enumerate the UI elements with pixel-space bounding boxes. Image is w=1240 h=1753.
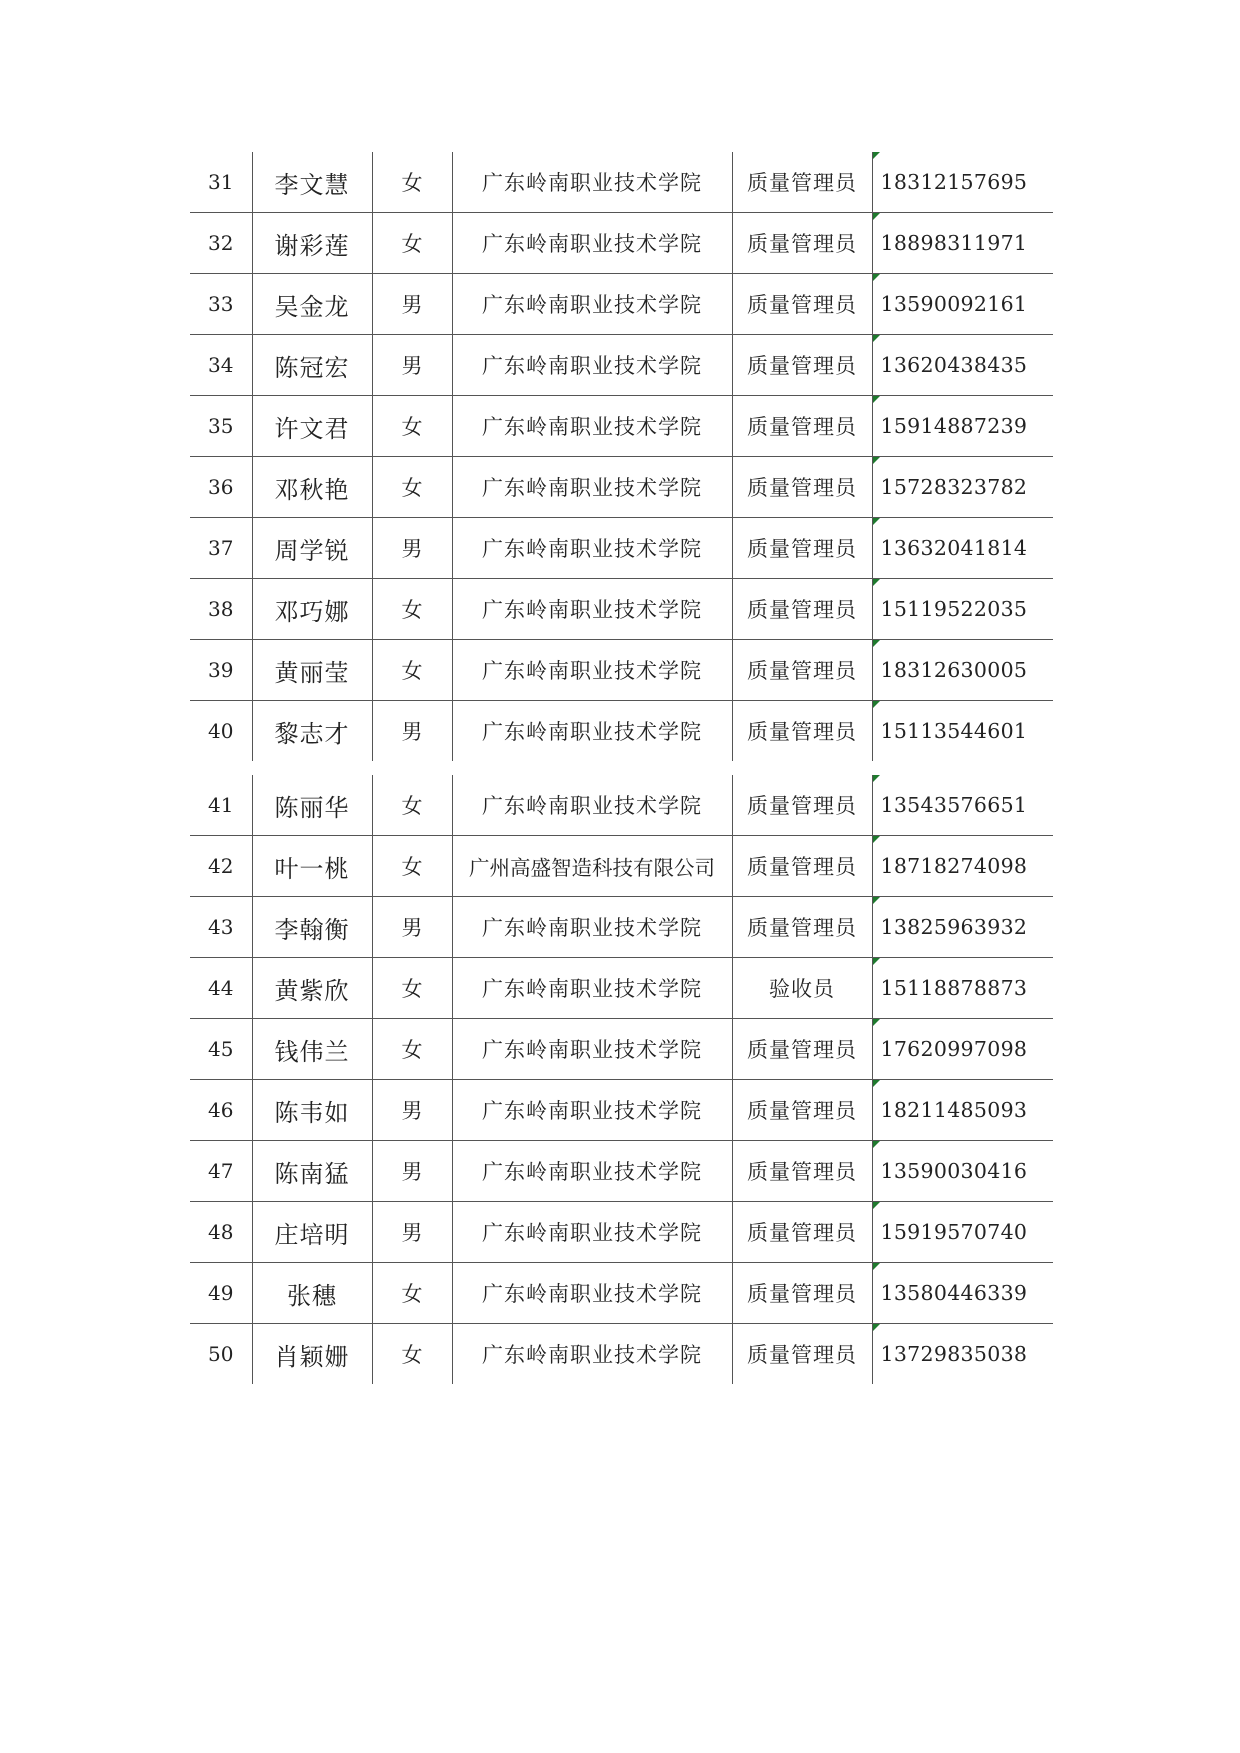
- table-row: [190, 1202, 1053, 1263]
- empty-cell: [1027, 897, 1053, 958]
- phone-text: 15919570740: [880, 1220, 1028, 1244]
- person-role: 质量管理员: [732, 152, 872, 213]
- person-name: 邓巧娜: [252, 579, 372, 640]
- person-organization: 广东岭南职业技术学院: [452, 1202, 732, 1263]
- person-organization: 广州高盛智造科技有限公司: [452, 836, 732, 897]
- person-name: 谢彩莲: [252, 213, 372, 274]
- row-number: 33: [190, 274, 252, 335]
- person-organization: 广东岭南职业技术学院: [452, 396, 732, 457]
- person-phone: [872, 152, 1027, 213]
- row-number: 44: [190, 958, 252, 1019]
- person-organization: 广东岭南职业技术学院: [452, 152, 732, 213]
- person-role: 质量管理员: [732, 836, 872, 897]
- person-name: 黎志才: [252, 701, 372, 762]
- person-role: 质量管理员: [732, 897, 872, 958]
- person-name: 邓秋艳: [252, 457, 372, 518]
- table-row: [190, 335, 1053, 396]
- empty-cell: [1027, 396, 1053, 457]
- person-phone: [872, 701, 1027, 762]
- row-number: 48: [190, 1202, 252, 1263]
- person-role: 质量管理员: [732, 1202, 872, 1263]
- empty-cell: [1027, 640, 1053, 701]
- person-phone: [872, 640, 1027, 701]
- table-row: [190, 518, 1053, 579]
- row-number: 49: [190, 1263, 252, 1324]
- phone-text: 15113544601: [880, 719, 1028, 743]
- text-number-flag-icon: [873, 152, 880, 159]
- person-phone: [872, 1324, 1027, 1385]
- person-phone: [872, 897, 1027, 958]
- row-number: 34: [190, 335, 252, 396]
- row-number: 50: [190, 1324, 252, 1385]
- text-number-flag-icon: [873, 1141, 880, 1148]
- text-number-flag-icon: [873, 958, 880, 965]
- table-row: [190, 213, 1053, 274]
- phone-text: 13729835038: [880, 1342, 1028, 1366]
- phone-text: 13590030416: [880, 1159, 1028, 1183]
- person-gender: 男: [372, 1141, 452, 1202]
- person-role: 质量管理员: [732, 701, 872, 762]
- person-name: 李文慧: [252, 152, 372, 213]
- empty-cell: [1027, 1324, 1053, 1385]
- empty-cell: [1027, 775, 1053, 836]
- person-gender: 女: [372, 1019, 452, 1080]
- person-gender: 男: [372, 1080, 452, 1141]
- text-number-flag-icon: [873, 1019, 880, 1026]
- person-gender: 男: [372, 701, 452, 762]
- personnel-table-bottom: [190, 775, 1053, 1384]
- person-organization: 广东岭南职业技术学院: [452, 1263, 732, 1324]
- person-name: 庄培明: [252, 1202, 372, 1263]
- empty-cell: [1027, 457, 1053, 518]
- person-gender: 女: [372, 579, 452, 640]
- empty-cell: [1027, 836, 1053, 897]
- person-gender: 女: [372, 1263, 452, 1324]
- text-number-flag-icon: [873, 335, 880, 342]
- person-phone: [872, 958, 1027, 1019]
- empty-cell: [1027, 1263, 1053, 1324]
- person-role: 质量管理员: [732, 640, 872, 701]
- person-name: 陈南猛: [252, 1141, 372, 1202]
- person-phone: [872, 1080, 1027, 1141]
- table-row: [190, 457, 1053, 518]
- person-role: 质量管理员: [732, 457, 872, 518]
- person-role: 质量管理员: [732, 274, 872, 335]
- phone-text: 18312630005: [880, 658, 1028, 682]
- phone-text: 13632041814: [880, 536, 1028, 560]
- text-number-flag-icon: [873, 396, 880, 403]
- person-organization: 广东岭南职业技术学院: [452, 897, 732, 958]
- person-gender: 女: [372, 836, 452, 897]
- person-phone: [872, 457, 1027, 518]
- phone-text: 15728323782: [880, 475, 1028, 499]
- person-phone: [872, 1141, 1027, 1202]
- row-number: 39: [190, 640, 252, 701]
- person-organization: 广东岭南职业技术学院: [452, 1080, 732, 1141]
- person-gender: 女: [372, 958, 452, 1019]
- table-row: [190, 1080, 1053, 1141]
- person-organization: 广东岭南职业技术学院: [452, 958, 732, 1019]
- phone-text: 13620438435: [880, 353, 1028, 377]
- text-number-flag-icon: [873, 775, 880, 782]
- person-name: 陈韦如: [252, 1080, 372, 1141]
- table-row: [190, 579, 1053, 640]
- person-gender: 女: [372, 775, 452, 836]
- text-number-flag-icon: [873, 1263, 880, 1270]
- person-name: 黄紫欣: [252, 958, 372, 1019]
- person-organization: 广东岭南职业技术学院: [452, 213, 732, 274]
- person-organization: 广东岭南职业技术学院: [452, 274, 732, 335]
- table-row: [190, 775, 1053, 836]
- text-number-flag-icon: [873, 1324, 880, 1331]
- empty-cell: [1027, 1019, 1053, 1080]
- person-phone: [872, 775, 1027, 836]
- person-role: 质量管理员: [732, 335, 872, 396]
- person-gender: 男: [372, 1202, 452, 1263]
- empty-cell: [1027, 1202, 1053, 1263]
- phone-text: 15119522035: [880, 597, 1028, 621]
- person-gender: 女: [372, 1324, 452, 1385]
- phone-text: 17620997098: [880, 1037, 1028, 1061]
- table-row: [190, 1019, 1053, 1080]
- personnel-table-top: [190, 152, 1053, 761]
- table-row: [190, 640, 1053, 701]
- empty-cell: [1027, 518, 1053, 579]
- row-number: 31: [190, 152, 252, 213]
- phone-text: 15914887239: [880, 414, 1028, 438]
- row-number: 35: [190, 396, 252, 457]
- person-role: 质量管理员: [732, 1019, 872, 1080]
- phone-text: 18898311971: [880, 231, 1028, 255]
- person-phone: [872, 1019, 1027, 1080]
- text-number-flag-icon: [873, 457, 880, 464]
- table-row: [190, 958, 1053, 1019]
- text-number-flag-icon: [873, 836, 880, 843]
- person-name: 叶一桃: [252, 836, 372, 897]
- person-phone: [872, 1263, 1027, 1324]
- person-gender: 男: [372, 335, 452, 396]
- person-role: 验收员: [732, 958, 872, 1019]
- text-number-flag-icon: [873, 579, 880, 586]
- person-organization: 广东岭南职业技术学院: [452, 335, 732, 396]
- table-row: [190, 152, 1053, 213]
- phone-text: 13825963932: [880, 915, 1028, 939]
- person-organization: 广东岭南职业技术学院: [452, 1141, 732, 1202]
- empty-cell: [1027, 701, 1053, 762]
- person-name: 钱伟兰: [252, 1019, 372, 1080]
- text-number-flag-icon: [873, 701, 880, 708]
- empty-cell: [1027, 152, 1053, 213]
- person-role: 质量管理员: [732, 775, 872, 836]
- row-number: 42: [190, 836, 252, 897]
- person-gender: 男: [372, 518, 452, 579]
- text-number-flag-icon: [873, 897, 880, 904]
- text-number-flag-icon: [873, 1202, 880, 1209]
- person-organization: 广东岭南职业技术学院: [452, 457, 732, 518]
- person-organization: 广东岭南职业技术学院: [452, 1324, 732, 1385]
- person-role: 质量管理员: [732, 213, 872, 274]
- phone-text: 18718274098: [880, 854, 1028, 878]
- person-gender: 女: [372, 152, 452, 213]
- phone-text: 18211485093: [880, 1098, 1028, 1122]
- row-number: 37: [190, 518, 252, 579]
- person-name: 陈冠宏: [252, 335, 372, 396]
- person-name: 张穗: [252, 1263, 372, 1324]
- person-role: 质量管理员: [732, 1263, 872, 1324]
- person-gender: 女: [372, 457, 452, 518]
- person-phone: [872, 1202, 1027, 1263]
- person-role: 质量管理员: [732, 518, 872, 579]
- person-phone: [872, 836, 1027, 897]
- person-name: 周学锐: [252, 518, 372, 579]
- text-number-flag-icon: [873, 274, 880, 281]
- person-name: 李翰衡: [252, 897, 372, 958]
- person-organization: 广东岭南职业技术学院: [452, 775, 732, 836]
- person-role: 质量管理员: [732, 396, 872, 457]
- phone-text: 18312157695: [880, 170, 1028, 194]
- person-organization: 广东岭南职业技术学院: [452, 579, 732, 640]
- phone-text: 13543576651: [880, 793, 1028, 817]
- table-row: [190, 396, 1053, 457]
- text-number-flag-icon: [873, 1080, 880, 1087]
- text-number-flag-icon: [873, 518, 880, 525]
- person-name: 黄丽莹: [252, 640, 372, 701]
- phone-text: 13590092161: [880, 292, 1028, 316]
- empty-cell: [1027, 335, 1053, 396]
- row-number: 43: [190, 897, 252, 958]
- person-gender: 女: [372, 213, 452, 274]
- person-gender: 女: [372, 640, 452, 701]
- empty-cell: [1027, 274, 1053, 335]
- empty-cell: [1027, 213, 1053, 274]
- text-number-flag-icon: [873, 213, 880, 220]
- person-phone: [872, 579, 1027, 640]
- person-phone: [872, 213, 1027, 274]
- person-phone: [872, 396, 1027, 457]
- person-role: 质量管理员: [732, 1141, 872, 1202]
- row-number: 46: [190, 1080, 252, 1141]
- person-gender: 女: [372, 396, 452, 457]
- phone-text: 13580446339: [880, 1281, 1028, 1305]
- row-number: 38: [190, 579, 252, 640]
- person-name: 肖颖姗: [252, 1324, 372, 1385]
- person-organization: 广东岭南职业技术学院: [452, 1019, 732, 1080]
- row-number: 45: [190, 1019, 252, 1080]
- person-name: 许文君: [252, 396, 372, 457]
- text-number-flag-icon: [873, 640, 880, 647]
- person-role: 质量管理员: [732, 579, 872, 640]
- row-number: 47: [190, 1141, 252, 1202]
- empty-cell: [1027, 1080, 1053, 1141]
- table-row: [190, 897, 1053, 958]
- person-organization: 广东岭南职业技术学院: [452, 701, 732, 762]
- person-gender: 男: [372, 897, 452, 958]
- row-number: 40: [190, 701, 252, 762]
- table-row: [190, 274, 1053, 335]
- row-number: 36: [190, 457, 252, 518]
- person-gender: 男: [372, 274, 452, 335]
- table-row: [190, 1263, 1053, 1324]
- empty-cell: [1027, 1141, 1053, 1202]
- row-number: 41: [190, 775, 252, 836]
- table-row: [190, 836, 1053, 897]
- person-role: 质量管理员: [732, 1324, 872, 1385]
- empty-cell: [1027, 958, 1053, 1019]
- person-name: 陈丽华: [252, 775, 372, 836]
- person-name: 吴金龙: [252, 274, 372, 335]
- person-phone: [872, 518, 1027, 579]
- empty-cell: [1027, 579, 1053, 640]
- person-organization: 广东岭南职业技术学院: [452, 518, 732, 579]
- person-phone: [872, 335, 1027, 396]
- person-organization: 广东岭南职业技术学院: [452, 640, 732, 701]
- person-phone: [872, 274, 1027, 335]
- row-number: 32: [190, 213, 252, 274]
- table-row: [190, 1324, 1053, 1385]
- phone-text: 15118878873: [880, 976, 1028, 1000]
- person-role: 质量管理员: [732, 1080, 872, 1141]
- table-row: [190, 701, 1053, 762]
- table-row: [190, 1141, 1053, 1202]
